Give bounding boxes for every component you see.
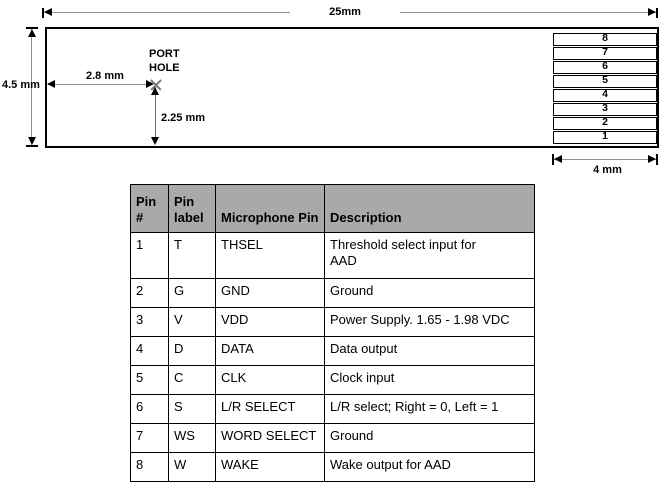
mic-pin-cell: THSEL [216,233,325,279]
description-cell [325,233,535,279]
dim-port-x-label: 2.8 mm [86,70,124,82]
pin-label-cell: W [169,453,216,482]
table-row [131,453,535,482]
table-row [131,279,535,308]
pin-pad-8: 8 [553,33,657,46]
pin-label-cell: T [169,233,216,279]
table-row [131,424,535,453]
table-header-row [131,185,535,233]
description-cell: Power Supply. 1.65 - 1.98 VDC [325,308,535,337]
dim-port-x-arrow-left-icon [47,80,55,88]
dim-width-tick-right [656,8,658,18]
dim-height-label: 4.5 mm [2,79,40,91]
pin-pad-stack [553,33,657,145]
table-row [131,308,535,337]
pin-label-cell: V [169,308,216,337]
pin-label-cell: WS [169,424,216,453]
port-hole-label-line1: PORT [149,48,180,60]
dim-height-arrow-down-icon [28,137,36,145]
pin-label-cell: S [169,395,216,424]
pin-pad-4: 4 [553,89,657,102]
dim-width-arrow-left-icon [44,8,52,16]
header-pin-label: Pin label [169,185,216,233]
header-pin-number: Pin # [131,185,169,233]
pin-pad-6: 6 [553,61,657,74]
pin-pad-1: 1 [553,131,657,144]
header-microphone-pin: Microphone Pin [216,185,325,233]
dim-pins-arrow-left-icon [554,155,562,163]
mic-pin-cell: GND [216,279,325,308]
pin-label-cell: D [169,337,216,366]
pin-number-cell: 8 [131,453,169,482]
description-cell: Ground [325,424,535,453]
mic-pin-cell: VDD [216,308,325,337]
table-row [131,395,535,424]
table-row [131,233,535,279]
header-description: Description [325,185,535,233]
pin-number-cell: 7 [131,424,169,453]
dim-port-x-line [48,84,152,85]
dim-pins-tick-right [656,154,658,165]
mic-pin-cell: WORD SELECT [216,424,325,453]
mic-pin-cell: WAKE [216,453,325,482]
pin-number-cell: 5 [131,366,169,395]
dim-port-y-arrow-up-icon [151,87,159,95]
table-row [131,366,535,395]
description-cell: L/R select; Right = 0, Left = 1 [325,395,535,424]
pin-number-cell: 1 [131,233,169,279]
dim-port-y-line [155,87,156,143]
description-cell: Data output [325,337,535,366]
mic-pin-cell: DATA [216,337,325,366]
description-cell: Clock input [325,366,535,395]
mic-pin-cell: CLK [216,366,325,395]
dim-pins-line [554,159,656,160]
pin-label-cell: C [169,366,216,395]
description-cell: Wake output for AAD [325,453,535,482]
dim-pins-label: 4 mm [593,164,622,176]
dim-height-arrow-up-icon [28,29,36,37]
description-text: Threshold select input for AAD [330,237,476,268]
pin-pad-2: 2 [553,117,657,130]
description-cell: Ground [325,279,535,308]
pin-label-cell: G [169,279,216,308]
dim-height-tick-bottom [26,145,38,147]
dim-width-label: 25mm [290,6,400,19]
dim-port-y-arrow-down-icon [151,137,159,145]
dim-width-arrow-right-icon [648,8,656,16]
pin-number-cell: 2 [131,279,169,308]
dim-port-y-label: 2.25 mm [161,112,206,124]
mic-pin-cell: L/R SELECT [216,395,325,424]
pin-number-cell: 3 [131,308,169,337]
pin-description-table [130,184,535,482]
pin-pad-5: 5 [553,75,657,88]
mic-dimension-diagram [0,0,666,180]
dim-pins-arrow-right-icon [648,155,656,163]
pin-pad-3: 3 [553,103,657,116]
pin-number-cell: 6 [131,395,169,424]
port-hole-label-line2: HOLE [149,62,180,74]
pin-number-cell: 4 [131,337,169,366]
pin-pad-7: 7 [553,47,657,60]
table-row [131,337,535,366]
